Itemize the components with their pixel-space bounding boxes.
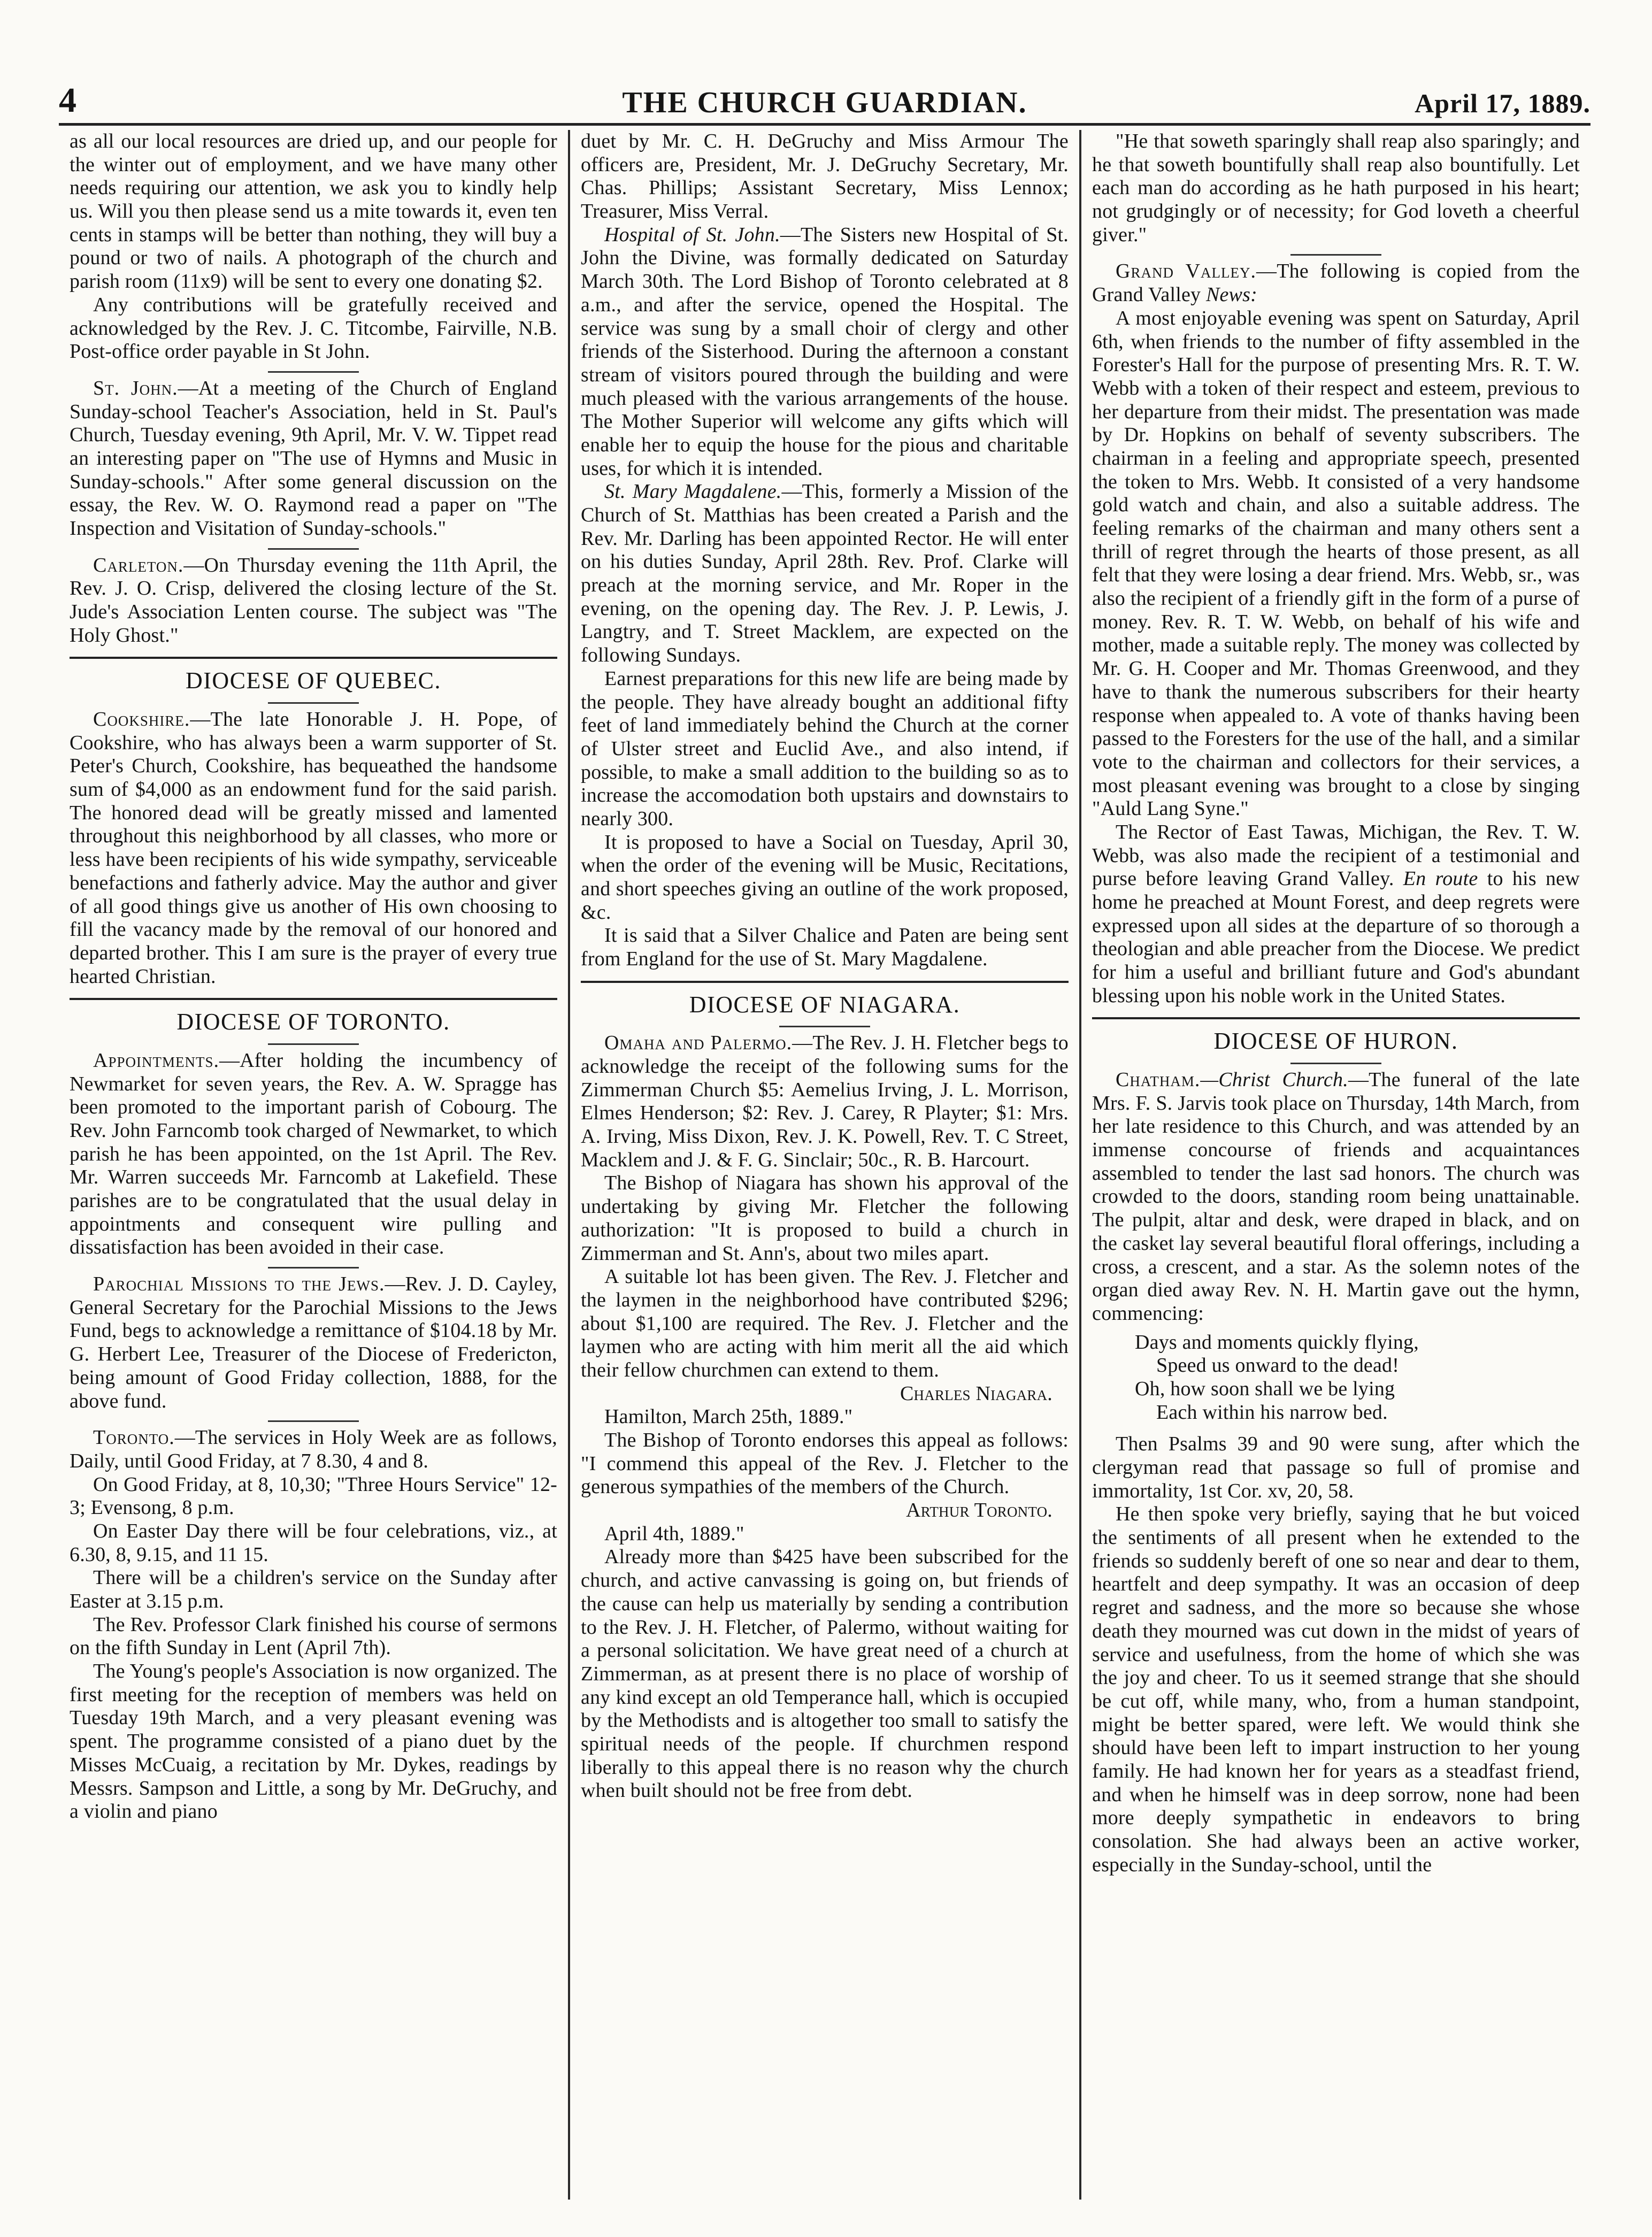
scripture-quote: "He that soweth sparingly shall reap also sparingly; and he that soweth bountifully shall reap also bountifully. Let each man do according as he hath purposed in his heart; not grudgingly or of necessity; for God loveth a cheerful giver." (1092, 130, 1580, 246)
hymn-line: Each within his narrow bed. (1156, 1401, 1388, 1424)
paragraph: April 4th, 1889." (604, 1522, 744, 1545)
paragraph: The Rev. Professor Clark finished his course of sermons on the fifth Sunday in Lent (April 7th). (70, 1613, 557, 1659)
item-heading: Hospital of St. John. (604, 223, 780, 246)
diocese-heading-quebec: DIOCESE OF QUEBEC. (185, 667, 442, 694)
article-appointments (70, 1049, 557, 1259)
paragraph: On Easter Day there will be four celebrations, viz., at 6.30, 8, 9.15, and 11 15. (70, 1519, 557, 1566)
item-heading: Parochial Missions to the Jews. (93, 1273, 385, 1296)
text: The Rector of East Tawas, Michigan, the Rev. T. W. Webb, was also made the recipient of a testimonial and purse before leaving Grand Valley. (1092, 820, 1580, 890)
masthead (59, 80, 1590, 126)
paragraph: duet by Mr. C. H. DeGruchy and Miss Armour The officers are, President, Mr. J. DeGruchy Secretary, Mr. Chas. Phillips; Assistant Secretary, Miss Lennox; Treasurer, Miss Verral. (581, 130, 1069, 223)
hymn-verse (1092, 1331, 1580, 1425)
diocese-heading-toronto: DIOCESE OF TORONTO. (176, 1009, 450, 1035)
paragraph (1092, 821, 1580, 1008)
article-hospital (581, 224, 1069, 481)
paragraph: The Young's people's Association is now organized. The first meeting for the reception of members was held on Tuesday 19th March, and a very pleasant evening was spent. The programme consisted of a piano duet by the Misses McCuaig, a recitation by Mr. Dykes, readings by Messrs. Sampson and Little, a song by Mr. DeGruchy, and a violin and piano (70, 1660, 557, 1823)
diocese-heading-huron: DIOCESE OF HURON. (1213, 1028, 1458, 1055)
column-1 (59, 130, 568, 2200)
paragraph: A suitable lot has been given. The Rev. J. Fletcher and the laymen in the neighborhood have contributed $296; about $1,100 are required. The Rev. J. Fletcher and the laymen who are acting with him merit all the aid which their fellow churchmen can extend to them. (581, 1265, 1069, 1381)
article-text: —The funeral of the late Mrs. F. S. Jarvis took place on Thursday, 14th March, from her late residence to this Church, and was attended by an immense concourse of friends and acquaintances assembled to tender the last sad honors. The church was crowded to the doors, standing room being unattainable. The pulpit, altar and desk, were draped in black, and on the casket lay several beautiful floral offerings, including a cross, a crescent, and a star. As the solemn notes of the organ died away Rev. N. H. Martin gave out the hymn, commencing: (1092, 1068, 1580, 1325)
divider (268, 371, 359, 373)
article-chatham (1092, 1068, 1580, 1326)
divider (268, 1420, 359, 1422)
diocese-heading-niagara: DIOCESE OF NIAGARA. (689, 991, 961, 1018)
article-st-mary-magdalene (581, 480, 1069, 667)
newspaper-name: News: (1205, 283, 1257, 306)
paragraph: Hamilton, March 25th, 1889." (604, 1405, 853, 1428)
item-heading: Toronto. (93, 1426, 175, 1449)
article-text: —The Rev. J. H. Fletcher begs to acknowledge the receipt of the following sums for the Zimmerman Church $5: Aemelius Irving, J. L. Morrison, Elmes Henderson; $2: Rev. J. Carey, R Playter; $1: Mrs. A. Irving, Miss Dixon, Rev. J. K. Powell, Rev. T. C Street, Macklem and J. & F. G. Sinclair; 50c., R. B. Harcourt. (581, 1032, 1069, 1171)
section-rule (70, 657, 557, 659)
article-text: —On Thursday evening the 11th April, the Rev. J. O. Crisp, delivered the closing lecture of the St. Jude's Association Lenten course. The subject was "The Holy Ghost." (70, 554, 557, 647)
paragraph: It is proposed to have a Social on Tuesday, April 30, when the order of the evening will be Music, Recitations, and short speeches giving an outline of the work proposed, &c. (581, 831, 1069, 924)
divider (268, 1267, 359, 1269)
paragraph: A most enjoyable evening was spent on Saturday, April 6th, when friends to the number of fifty assembled in the Forester's Hall for the purpose of presenting Mrs. R. T. W. Webb with a token of their respect and esteem, previous to her departure from their midst. The presentation was made by Dr. Hopkins on behalf of seventy subscribers. The chairman in a feeling and appropriate speech, presented the token to Mrs. Webb. It consisted of a very handsome gold watch and chain, and also a suitable address. The feeling remarks of the chairman and many others sent a thrill of regret through the hearts of those present, as all felt that they were losing a dear friend. Mrs. Webb, sr., was also the recipient of a friendly gift in the form of a purse of money. Rev. R. T. W. Webb, on behalf of his wife and mother, made a suitable reply. The money was collected by Mr. G. H. Cooper and Mr. Thomas Greenwood, and they have to thank the numerous subscribers for their hearty response when appealed to. A vote of thanks having been passed to the Foresters for the use of the hall, and a similar vote to the chairman and collectors for their services, a most pleasant evening was brought to a close by singing "Auld Lang Syne." (1092, 306, 1580, 820)
divider (1290, 254, 1381, 256)
paper-title: THE CHURCH GUARDIAN. (622, 86, 1027, 119)
paragraph: On Good Friday, at 8, 10,30; "Three Hours Service" 12-3; Evensong, 8 p.m. (70, 1473, 557, 1519)
item-heading: Omaha and Palermo. (604, 1032, 793, 1055)
article-cookshire (70, 708, 557, 988)
item-heading: St. John. (93, 376, 178, 399)
paragraph: The Bishop of Niagara has shown his approval of the undertaking by giving Mr. Fletcher the following authorization: "It is proposed to build a church in Zimmerman and St. Ann's, about two miles apart. (581, 1172, 1069, 1265)
section-rule (581, 981, 1069, 983)
church-name: —Christ Church. (1200, 1068, 1348, 1091)
item-heading: Chatham. (1116, 1068, 1201, 1091)
issue-date: April 17, 1889. (1415, 88, 1590, 118)
divider (268, 702, 359, 704)
divider (268, 548, 359, 550)
item-heading: Carleton. (93, 554, 184, 576)
signature: Charles Niagara. (900, 1382, 1052, 1405)
section-rule (1092, 1017, 1580, 1019)
paragraph: There will be a children's service on the Sunday after Easter at 3.15 p.m. (70, 1566, 557, 1612)
article-text: —Rev. J. D. Cayley, General Secretary for the Parochial Missions to the Jews Fund, begs to acknowledge a remittance of $104.18 by Mr. G. Herbert Lee, Treasurer of the Diocese of Fredericton, being amount of Good Friday collection, 1888, for the above fund. (70, 1273, 557, 1412)
article-text: —The Sisters new Hospital of St. John the Divine, was formally dedicated on Saturday March 30th. The Lord Bishop of Toronto celebrated at 8 a.m., and after the service, opened the Hospital. The service was sung by a small choir of clergy and other friends of the Sisterhood. During the afternoon a constant stream of visitors poured through the building and were much pleased with the various arrangements of the house. The Mother Superior will welcome any gifts which will enable her to equip the house for the pious and charitable uses, for which it is intended. (581, 223, 1069, 480)
article-text: —This, formerly a Mission of the Church of St. Matthias has been created a Parish and the Rev. Mr. Darling has been appointed Rector. He will enter on his duties Sunday, April 28th. Rev. Prof. Clarke will preach at the morning service, and Mr. Roper in the evening, on the opening day. The Rev. J. P. Lewis, J. Langtry, and T. Street Macklem, are expected on the following Sundays. (581, 480, 1069, 667)
article-carleton (70, 554, 557, 648)
divider (268, 1043, 359, 1045)
signature: Arthur Toronto. (906, 1499, 1052, 1522)
item-heading: St. Mary Magdalene. (604, 480, 782, 503)
column-2 (568, 130, 1079, 2200)
column-3 (1079, 130, 1590, 2200)
paragraph: as all our local resources are dried up, and our people for the winter out of employment, and we have many other needs requiring our attention, we ask you to kindly help us. Will you then please send us a mite towards it, even ten cents in stamps will be better than nothing, they will buy a pound or two of nails. A photograph of the church and parish room (11x9) will be sent to every one donating $2. (70, 130, 557, 293)
divider (779, 1026, 870, 1027)
article-text: —The late Honorable J. H. Pope, of Cookshire, who has always been a warm supporter of St. Peter's Church, Cookshire, has bequeathed the handsome sum of $4,000 as an endowment fund for the said parish. The honored dead will be greatly missed and lamented throughout this neighborhood by all classes, who more or less have been recipients of his wide sympathy, serviceable benefactions and fatherly advice. May the author and giver of all good things give us another of His own choosing to fill the vacancy made by the removal of our honored and departed brother. This I am sure is the prayer of every true hearted Christian. (70, 708, 557, 988)
columns (59, 130, 1590, 2200)
item-heading: Appointments. (93, 1049, 219, 1072)
item-heading: Grand Valley. (1116, 260, 1257, 283)
section-rule (70, 998, 557, 1000)
article-text: —After holding the incumbency of Newmarket for seven years, the Rev. A. W. Spragge has been promoted to the important parish of Cobourg. The Rev. John Farncomb took charged of Newmarket, to which parish he has been appointed, on the 1st April. The Rev. Mr. Warren succeeds Mr. Farncomb at Lakefield. These parishes are to be congratulated that the usual delay in appointments and consequent wire pulling and dissatisfaction has been avoided in their case. (70, 1049, 557, 1259)
paragraph: Any contributions will be gratefully received and acknowledged by the Rev. J. C. Titcombe, Fairville, N.B. Post-office order payable in St John. (70, 293, 557, 363)
paragraph: Earnest preparations for this new life are being made by the people. They have already bought an additional fifty feet of land immediately behind the Church at the corner of Ulster street and Euclid Ave., and also intend, if possible, to make a small addition to the building so as to increase the accomodation both upstairs and downstairs to nearly 300. (581, 667, 1069, 830)
divider (1290, 1063, 1381, 1064)
page-number: 4 (59, 81, 76, 120)
hymn-line: Oh, how soon shall we be lying (1135, 1377, 1395, 1400)
hymn-line: Days and moments quickly flying, (1135, 1331, 1419, 1354)
paragraph: He then spoke very briefly, saying that he but voiced the sentiments of all present when he extended to the friends so suddenly bereft of one so near and dear to them, heartfelt and deep sympathy. It was an occasion of deep regret and sadness, and the more so because she whose death they mourned was cut down in the midst of years of service and usefulness, from the home of which she was the joy and cheer. To us it seemed strange that she should be cut off, while many, who, from a human standpoint, might be better spared, were left. We would think she should have been left to impart instruction to her young family. He had known her for years as a steadfast friend, and when he himself was in deep sorrow, none had been more deeply sympathetic in endeavors to bring consolation. She had always been an active worker, especially in the Sunday-school, until the (1092, 1503, 1580, 1876)
paragraph: Then Psalms 39 and 90 were sung, after which the clergyman read that passage so full of promise and immortality, 1st Cor. xv, 20, 58. (1092, 1433, 1580, 1502)
emphasis: En route (1403, 867, 1478, 890)
hymn-line: Speed us onward to the dead! (1156, 1354, 1400, 1377)
article-st-john (70, 377, 557, 541)
paragraph: It is said that a Silver Chalice and Paten are being sent from England for the use of St. Mary Magdalene. (581, 924, 1069, 971)
item-heading: Cookshire. (93, 708, 190, 731)
text: to his new home he preached at Mount Forest, and deep regrets were expressed upon all sides at the departure of so thorough a theologian and able preacher from the Diocese. We predict for him a useful and brilliant future and God's abundant blessing upon his noble work in the United States. (1092, 867, 1580, 1007)
paragraph: Already more than $425 have been subscribed for the church, and active canvassing is going on, but friends of the cause can help us materially by sending a contribution to the Rev. J. H. Fletcher, of Palermo, without waiting for a personal solicitation. We have great need of a church at Zimmerman, as at present there is no place of worship of any kind except an old Temperance hall, which is occupied by the Methodists and is altogether too small to satisfy the spiritual needs of the people. If churchmen respond liberally to this appeal there is no reason why the church when built should not be free from debt. (581, 1546, 1069, 1802)
article-toronto (70, 1426, 557, 1473)
article-text: —At a meeting of the Church of England Sunday-school Teacher's Association, held in St. Paul's Church, Tuesday evening, 9th April, Mr. V. W. Tippet read an interesting paper on "The use of Hymns and Music in Sunday-schools." After some general discussion on the essay, the Rev. W. O. Raymond read a paper on "The Inspection and Visitation of Sunday-schools." (70, 376, 557, 540)
article-omaha-palermo (581, 1032, 1069, 1172)
article-parochial-missions (70, 1273, 557, 1413)
paragraph: The Bishop of Toronto endorses this appeal as follows: "I commend this appeal of the Rev. J. Fletcher to the generous sympathies of the members of the Church. (581, 1429, 1069, 1498)
article-text: —The following is copied from the Grand Valley (1092, 260, 1580, 306)
article-grand-valley (1092, 260, 1580, 306)
article-text: —The services in Holy Week are as follows, Daily, until Good Friday, at 7 8.30, 4 and 8. (70, 1426, 557, 1472)
